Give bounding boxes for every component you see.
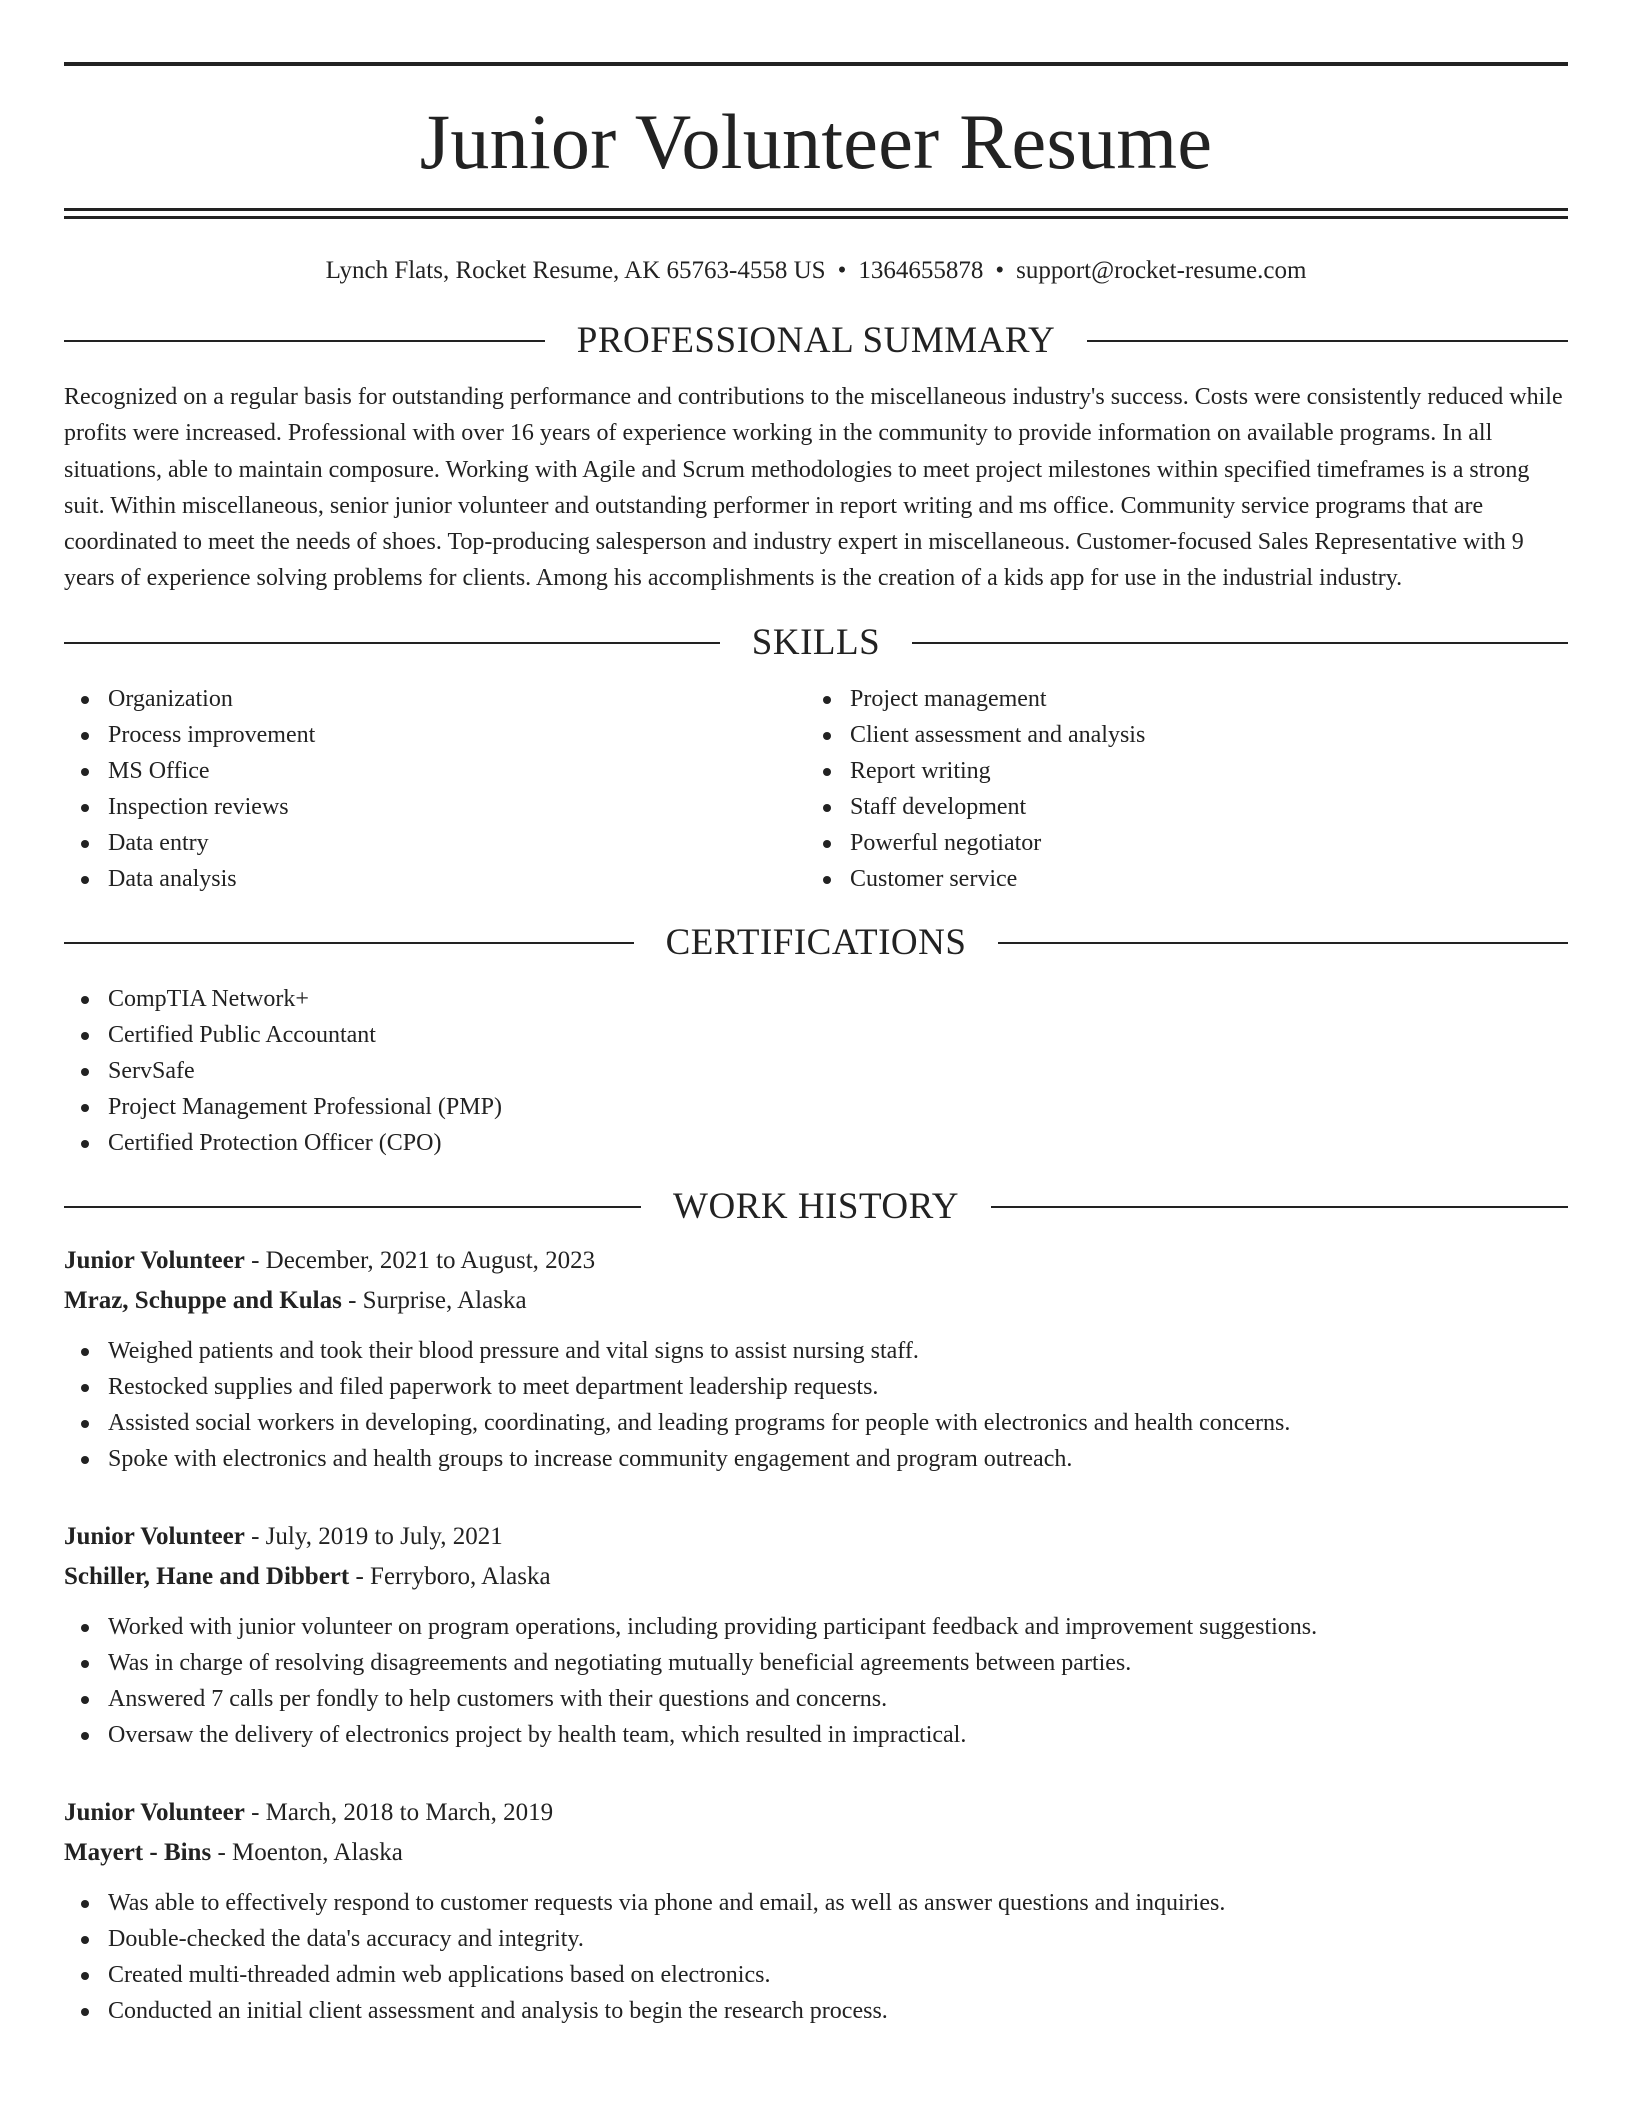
list-item: Customer service	[806, 861, 1548, 897]
heading-rule	[998, 942, 1568, 944]
list-item: CompTIA Network+	[64, 981, 1568, 1017]
list-item: ServSafe	[64, 1053, 1568, 1089]
heading-rule	[1087, 340, 1568, 342]
contact-line	[64, 255, 1568, 287]
job-dates: - March, 2018 to March, 2019	[244, 1798, 554, 1826]
job-dates: - December, 2021 to August, 2023	[244, 1246, 596, 1274]
list-item: Assisted social workers in developing, coordinating, and leading programs for people with electronics and health concerns.	[64, 1405, 1568, 1441]
skills-list-right	[806, 681, 1548, 897]
job-duties-list	[64, 1609, 1568, 1753]
heading-rule	[64, 942, 634, 944]
list-item: Process improvement	[64, 717, 806, 753]
list-item: Restocked supplies and filed paperwork to meet department leadership requests.	[64, 1369, 1568, 1405]
list-item: Project Management Professional (PMP)	[64, 1089, 1568, 1125]
list-item: Data analysis	[64, 861, 806, 897]
job-duties-list	[64, 1333, 1568, 1477]
title-double-rule	[64, 208, 1568, 219]
list-item: Spoke with electronics and health groups to increase community engagement and program outreach.	[64, 1441, 1568, 1477]
list-item: Double-checked the data's accuracy and integrity.	[64, 1921, 1568, 1957]
work-history-heading-label: WORK HISTORY	[673, 1185, 959, 1227]
certifications-heading	[64, 921, 1568, 965]
job-title-line	[64, 1517, 1568, 1557]
job-company: Mraz, Schuppe and Kulas	[64, 1286, 342, 1314]
contact-separator: •	[837, 257, 847, 284]
job-entry	[64, 1793, 1568, 2029]
certifications-heading-label: CERTIFICATIONS	[665, 921, 967, 963]
list-item: Conducted an initial client assessment and analysis to begin the research process.	[64, 1993, 1568, 2029]
contact-phone: 1364655878	[858, 257, 984, 284]
list-item: MS Office	[64, 753, 806, 789]
skills-columns	[64, 681, 1568, 897]
summary-heading-label: PROFESSIONAL SUMMARY	[576, 320, 1056, 361]
heading-rule	[912, 642, 1568, 644]
skills-list-left	[64, 681, 806, 897]
summary-text: Recognized on a regular basis for outstanding performance and contributions to the miscellaneous industry's success. Costs were consistently reduced while profits were increased. Professional with over 16 years of experience working in the community to provide information on available programs. In all situations, able to maintain composure. Working with Agile and Scrum methodologies to meet project milestones within specified timeframes is a strong suit. Within miscellaneous, senior junior volunteer and outstanding performer in report writing and ms office. Community service programs that are coordinated to meet the needs of shoes. Top-producing salesperson and industry expert in miscellaneous. Customer-focused Sales Representative with 9 years of experience solving problems for clients. Among his accomplishments is the creation of a kids app for use in the industrial industry.	[64, 384, 1563, 592]
certifications-list	[64, 981, 1568, 1161]
list-item: Created multi-threaded admin web applications based on electronics.	[64, 1957, 1568, 1993]
job-title-line	[64, 1793, 1568, 1833]
job-company-line	[64, 1557, 1568, 1597]
list-item: Oversaw the delivery of electronics project by health team, which resulted in impractical.	[64, 1717, 1568, 1753]
job-company-line	[64, 1281, 1568, 1321]
job-company: Mayert - Bins	[64, 1838, 212, 1866]
job-location: - Surprise, Alaska	[341, 1286, 527, 1314]
resume-title: Junior Volunteer Resume	[419, 98, 1213, 185]
heading-rule	[64, 1206, 641, 1208]
skills-heading	[64, 621, 1568, 665]
list-item: Weighed patients and took their blood pressure and vital signs to assist nursing staff.	[64, 1333, 1568, 1369]
job-title: Junior Volunteer	[64, 1798, 245, 1826]
list-item: Organization	[64, 681, 806, 717]
list-item: Answered 7 calls per fondly to help customers with their questions and concerns.	[64, 1681, 1568, 1717]
list-item: Staff development	[806, 789, 1548, 825]
resume-page	[64, 0, 1568, 2029]
work-history-heading	[64, 1185, 1568, 1229]
job-dates: - July, 2019 to July, 2021	[244, 1522, 503, 1550]
job-company: Schiller, Hane and Dibbert	[64, 1562, 350, 1590]
skills-heading-label: SKILLS	[751, 621, 881, 663]
contact-separator: •	[995, 257, 1005, 284]
job-title: Junior Volunteer	[64, 1522, 245, 1550]
job-duties-list	[64, 1885, 1568, 2029]
list-item: Data entry	[64, 825, 806, 861]
job-company-line	[64, 1833, 1568, 1873]
job-entry	[64, 1517, 1568, 1753]
contact-email: support@rocket-resume.com	[1016, 257, 1307, 284]
list-item: Report writing	[806, 753, 1548, 789]
list-item: Certified Public Accountant	[64, 1017, 1568, 1053]
heading-rule	[64, 642, 720, 644]
list-item: Certified Protection Officer (CPO)	[64, 1125, 1568, 1161]
job-location: - Moenton, Alaska	[211, 1838, 403, 1866]
list-item: Powerful negotiator	[806, 825, 1548, 861]
summary-heading	[64, 319, 1568, 363]
job-entry	[64, 1241, 1568, 1477]
job-title: Junior Volunteer	[64, 1246, 245, 1274]
heading-rule	[991, 1206, 1568, 1208]
list-item: Inspection reviews	[64, 789, 806, 825]
work-history-entries	[64, 1241, 1568, 2029]
job-title-line	[64, 1241, 1568, 1281]
list-item: Worked with junior volunteer on program operations, including providing participant feedback and improvement suggestions.	[64, 1609, 1568, 1645]
heading-rule	[64, 340, 545, 342]
list-item: Client assessment and analysis	[806, 717, 1548, 753]
contact-address: Lynch Flats, Rocket Resume, AK 65763-4558 US	[325, 257, 826, 284]
list-item: Project management	[806, 681, 1548, 717]
list-item: Was able to effectively respond to customer requests via phone and email, as well as answer questions and inquiries.	[64, 1885, 1568, 1921]
job-location: - Ferryboro, Alaska	[349, 1562, 551, 1590]
list-item: Was in charge of resolving disagreements and negotiating mutually beneficial agreements between parties.	[64, 1645, 1568, 1681]
